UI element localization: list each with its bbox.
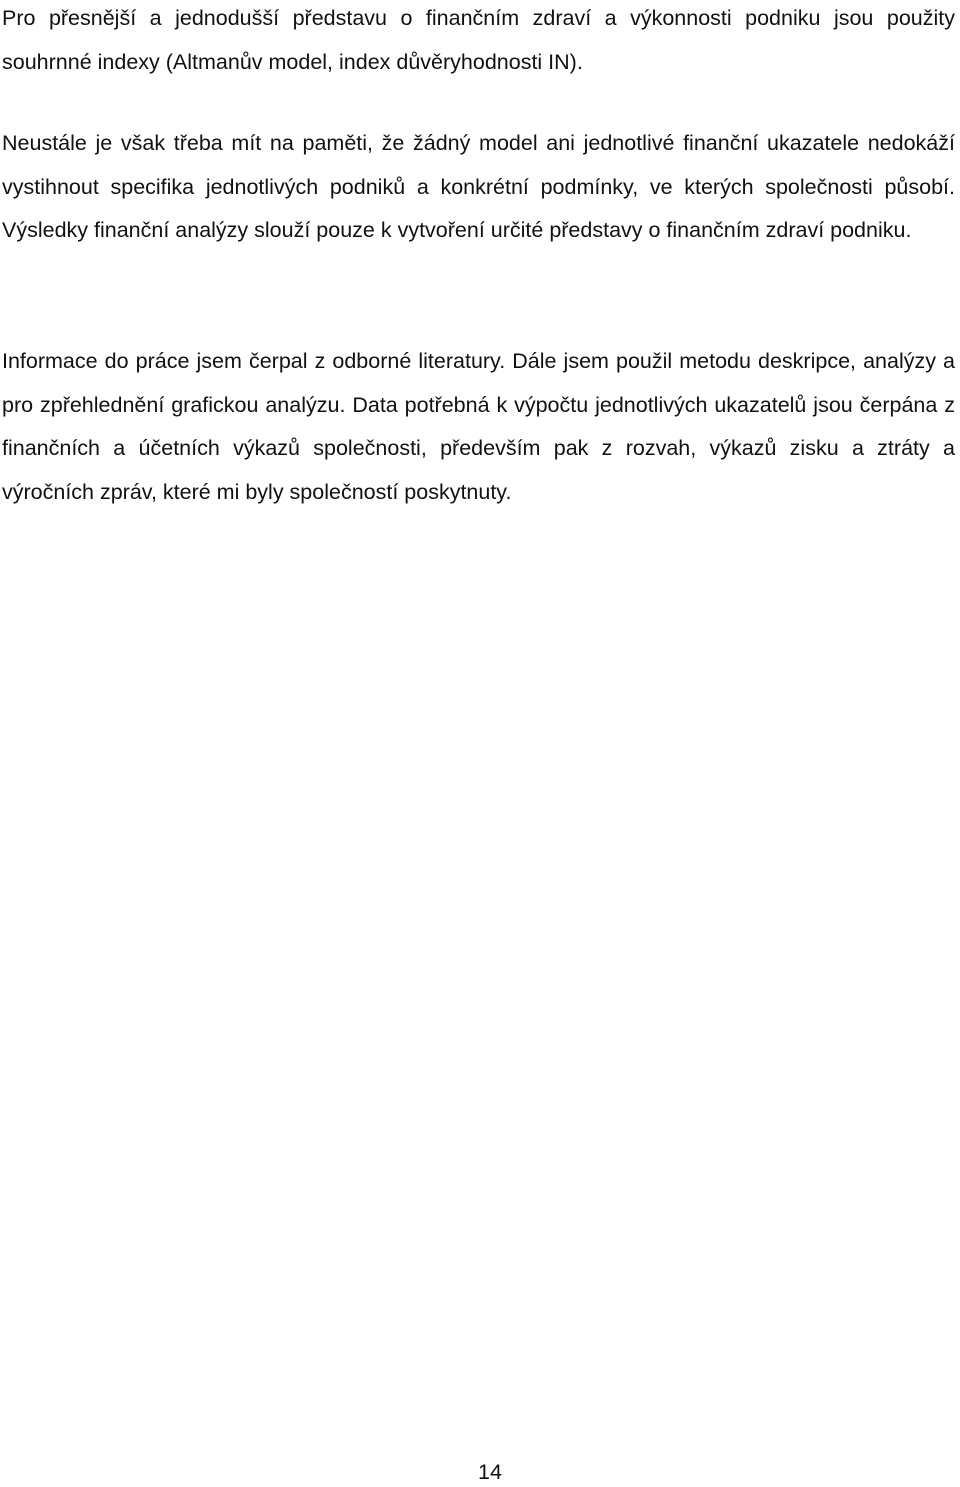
- paragraph-methodology-sources: Informace do práce jsem čerpal z odborné literatury. Dále jsem použil metodu deskripce, analýzy a pro zpřehlednění grafickou analýzu. Data potřebná k výpočtu jednotlivých ukazatelů jsou čerpána z finančních a účetních výkazů společnosti, především pak z rozvah, výkazů zisku a ztráty a výročních zpráv, které mi byly společností poskytnuty.: [2, 349, 955, 504]
- page-number: 14: [478, 1460, 502, 1484]
- paragraph-model-limitations: Neustále je však třeba mít na paměti, že žádný model ani jednotlivé finanční ukazatele nedokáží vystihnout specifika jednotlivých podniků a konkrétní podmínky, ve kterých společnosti působí. Výsledky finanční analýzy slouží pouze k vytvoření určité představy o finančním zdraví podniku.: [2, 131, 955, 243]
- paragraph-summary-indexes: Pro přesnější a jednodušší představu o finančním zdraví a výkonnosti podniku jsou použity souhrnné indexy (Altmanův model, index důvěryhodnosti IN).: [2, 6, 955, 74]
